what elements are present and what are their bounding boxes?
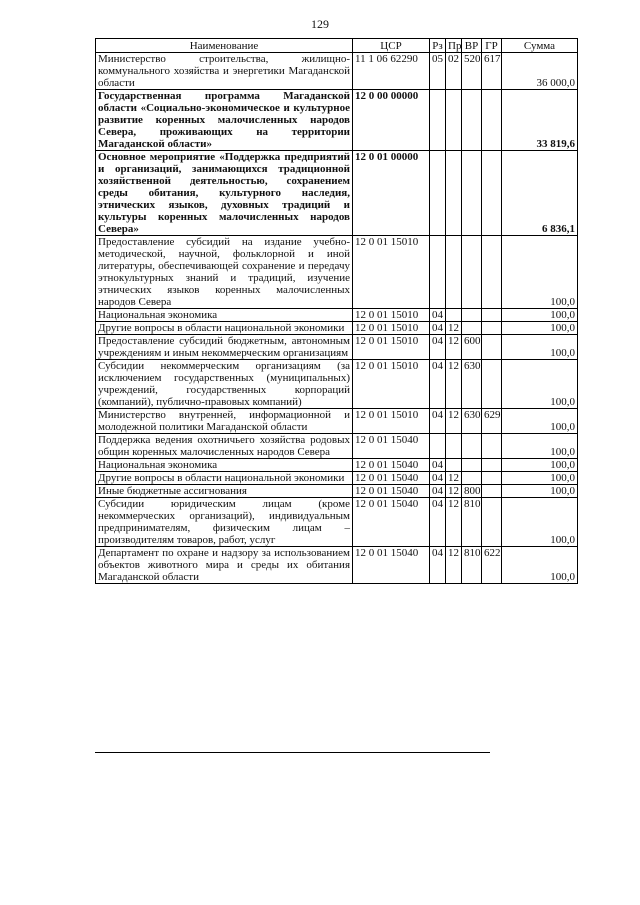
table-row bbox=[96, 547, 578, 584]
table-row bbox=[96, 409, 578, 434]
table-row bbox=[96, 434, 578, 459]
cell-sum: 100,0 bbox=[502, 472, 578, 485]
cell-pr: 12 bbox=[446, 322, 462, 335]
cell-vr bbox=[462, 322, 482, 335]
cell-gr bbox=[482, 485, 502, 498]
cell-name: Основное мероприятие «Поддержка предприятий и организаций, занимающихся традиционной хозяйственной деятельностью, сохранением среды обитания, культурного наследия, этнических языков, духовных традиций и культуры коренных малочисленных народов Севера» bbox=[96, 151, 353, 236]
cell-pr bbox=[446, 434, 462, 459]
cell-csr: 12 0 01 15040 bbox=[353, 472, 430, 485]
cell-rz: 04 bbox=[430, 335, 446, 360]
cell-csr: 12 0 01 00000 bbox=[353, 151, 430, 236]
table-header-row bbox=[96, 39, 578, 53]
cell-csr: 11 1 06 62290 bbox=[353, 53, 430, 90]
table-row bbox=[96, 498, 578, 547]
cell-sum: 100,0 bbox=[502, 434, 578, 459]
cell-pr bbox=[446, 236, 462, 309]
table-row bbox=[96, 151, 578, 236]
cell-rz bbox=[430, 90, 446, 151]
header-sum: Сумма bbox=[502, 39, 578, 53]
cell-gr bbox=[482, 322, 502, 335]
cell-sum: 36 000,0 bbox=[502, 53, 578, 90]
cell-gr bbox=[482, 472, 502, 485]
cell-vr bbox=[462, 472, 482, 485]
table-row bbox=[96, 335, 578, 360]
cell-name: Другие вопросы в области национальной экономики bbox=[96, 322, 353, 335]
cell-name: Предоставление субсидий на издание учебно-методической, научной, фольклорной и иной литературы, обеспечивающей сохранение и передачу этнокультурных знаний и традиций, изучение этнических языков коренных малочисленных народов Севера bbox=[96, 236, 353, 309]
cell-sum: 100,0 bbox=[502, 309, 578, 322]
table-row bbox=[96, 459, 578, 472]
cell-vr: 520 bbox=[462, 53, 482, 90]
cell-pr: 12 bbox=[446, 472, 462, 485]
cell-sum: 100,0 bbox=[502, 409, 578, 434]
cell-pr bbox=[446, 90, 462, 151]
cell-rz: 04 bbox=[430, 322, 446, 335]
table-row bbox=[96, 309, 578, 322]
cell-pr bbox=[446, 151, 462, 236]
cell-gr bbox=[482, 309, 502, 322]
cell-vr bbox=[462, 90, 482, 151]
cell-name: Другие вопросы в области национальной экономики bbox=[96, 472, 353, 485]
table-row bbox=[96, 472, 578, 485]
cell-rz: 04 bbox=[430, 472, 446, 485]
cell-gr bbox=[482, 360, 502, 409]
cell-gr bbox=[482, 498, 502, 547]
cell-name: Государственная программа Магаданской области «Социально-экономическое и культурное развитие коренных малочисленных народов Севера, проживающих на территории Магаданской области» bbox=[96, 90, 353, 151]
cell-csr: 12 0 01 15040 bbox=[353, 498, 430, 547]
cell-pr: 12 bbox=[446, 409, 462, 434]
cell-name: Департамент по охране и надзору за использованием объектов животного мира и среды их обитания Магаданской области bbox=[96, 547, 353, 584]
cell-vr: 630 bbox=[462, 409, 482, 434]
cell-gr bbox=[482, 90, 502, 151]
cell-rz: 04 bbox=[430, 547, 446, 584]
cell-pr: 12 bbox=[446, 498, 462, 547]
cell-gr bbox=[482, 236, 502, 309]
cell-pr: 02 bbox=[446, 53, 462, 90]
cell-sum: 100,0 bbox=[502, 485, 578, 498]
cell-rz: 04 bbox=[430, 409, 446, 434]
footer-rule bbox=[95, 752, 490, 753]
cell-csr: 12 0 01 15040 bbox=[353, 459, 430, 472]
cell-sum: 6 836,1 bbox=[502, 151, 578, 236]
cell-pr bbox=[446, 459, 462, 472]
cell-sum: 100,0 bbox=[502, 322, 578, 335]
cell-csr: 12 0 01 15010 bbox=[353, 236, 430, 309]
header-name: Наименование bbox=[96, 39, 353, 53]
cell-pr: 12 bbox=[446, 335, 462, 360]
cell-name: Предоставление субсидий бюджетным, автономным учреждениям и иным некоммерческим организациям bbox=[96, 335, 353, 360]
table-row bbox=[96, 322, 578, 335]
cell-csr: 12 0 00 00000 bbox=[353, 90, 430, 151]
cell-name: Субсидии юридическим лицам (кроме некоммерческих организаций), индивидуальным предпринимателям, физическим лицам – производителям товаров, работ, услуг bbox=[96, 498, 353, 547]
cell-csr: 12 0 01 15040 bbox=[353, 434, 430, 459]
cell-pr bbox=[446, 309, 462, 322]
budget-table bbox=[95, 38, 578, 584]
cell-rz: 04 bbox=[430, 309, 446, 322]
cell-rz: 04 bbox=[430, 360, 446, 409]
cell-name: Субсидии некоммерческим организациям (за исключением государственных (муниципальных) учреждений, государственных корпораций (компаний), публично-правовых компаний) bbox=[96, 360, 353, 409]
table-row bbox=[96, 485, 578, 498]
cell-sum: 100,0 bbox=[502, 236, 578, 309]
cell-vr bbox=[462, 236, 482, 309]
cell-name: Поддержка ведения охотничьего хозяйства родовых общин коренных малочисленных народов Севера bbox=[96, 434, 353, 459]
cell-vr: 800 bbox=[462, 485, 482, 498]
cell-gr bbox=[482, 151, 502, 236]
page-number: 129 bbox=[311, 17, 329, 31]
cell-sum: 33 819,6 bbox=[502, 90, 578, 151]
cell-sum: 100,0 bbox=[502, 360, 578, 409]
cell-rz bbox=[430, 151, 446, 236]
table-row bbox=[96, 360, 578, 409]
cell-vr bbox=[462, 309, 482, 322]
cell-vr bbox=[462, 434, 482, 459]
cell-sum: 100,0 bbox=[502, 335, 578, 360]
header-csr: ЦСР bbox=[353, 39, 430, 53]
cell-pr: 12 bbox=[446, 360, 462, 409]
table-row bbox=[96, 53, 578, 90]
cell-gr bbox=[482, 335, 502, 360]
table-row bbox=[96, 90, 578, 151]
header-rz: Рз bbox=[430, 39, 446, 53]
cell-vr bbox=[462, 151, 482, 236]
cell-vr: 600 bbox=[462, 335, 482, 360]
table-row bbox=[96, 236, 578, 309]
cell-vr: 630 bbox=[462, 360, 482, 409]
cell-sum: 100,0 bbox=[502, 459, 578, 472]
cell-rz: 04 bbox=[430, 485, 446, 498]
header-vr: ВР bbox=[462, 39, 482, 53]
cell-rz bbox=[430, 236, 446, 309]
cell-sum: 100,0 bbox=[502, 498, 578, 547]
cell-gr: 622 bbox=[482, 547, 502, 584]
cell-rz: 05 bbox=[430, 53, 446, 90]
cell-rz: 04 bbox=[430, 498, 446, 547]
cell-gr bbox=[482, 434, 502, 459]
cell-csr: 12 0 01 15010 bbox=[353, 360, 430, 409]
cell-name: Национальная экономика bbox=[96, 309, 353, 322]
cell-csr: 12 0 01 15040 bbox=[353, 485, 430, 498]
cell-gr: 629 bbox=[482, 409, 502, 434]
cell-csr: 12 0 01 15010 bbox=[353, 335, 430, 360]
cell-vr bbox=[462, 459, 482, 472]
cell-gr: 617 bbox=[482, 53, 502, 90]
cell-csr: 12 0 01 15010 bbox=[353, 322, 430, 335]
cell-gr bbox=[482, 459, 502, 472]
cell-vr: 810 bbox=[462, 547, 482, 584]
cell-sum: 100,0 bbox=[502, 547, 578, 584]
header-pr: Пр bbox=[446, 39, 462, 53]
cell-name: Министерство внутренней, информационной и молодежной политики Магаданской области bbox=[96, 409, 353, 434]
cell-rz: 04 bbox=[430, 459, 446, 472]
cell-name: Национальная экономика bbox=[96, 459, 353, 472]
cell-vr: 810 bbox=[462, 498, 482, 547]
cell-csr: 12 0 01 15040 bbox=[353, 547, 430, 584]
cell-csr: 12 0 01 15010 bbox=[353, 309, 430, 322]
cell-rz bbox=[430, 434, 446, 459]
cell-name: Иные бюджетные ассигнования bbox=[96, 485, 353, 498]
cell-pr: 12 bbox=[446, 547, 462, 584]
cell-csr: 12 0 01 15010 bbox=[353, 409, 430, 434]
header-gr: ГР bbox=[482, 39, 502, 53]
cell-name: Министерство строительства, жилищно-коммунального хозяйства и энергетики Магаданской области bbox=[96, 53, 353, 90]
cell-pr: 12 bbox=[446, 485, 462, 498]
